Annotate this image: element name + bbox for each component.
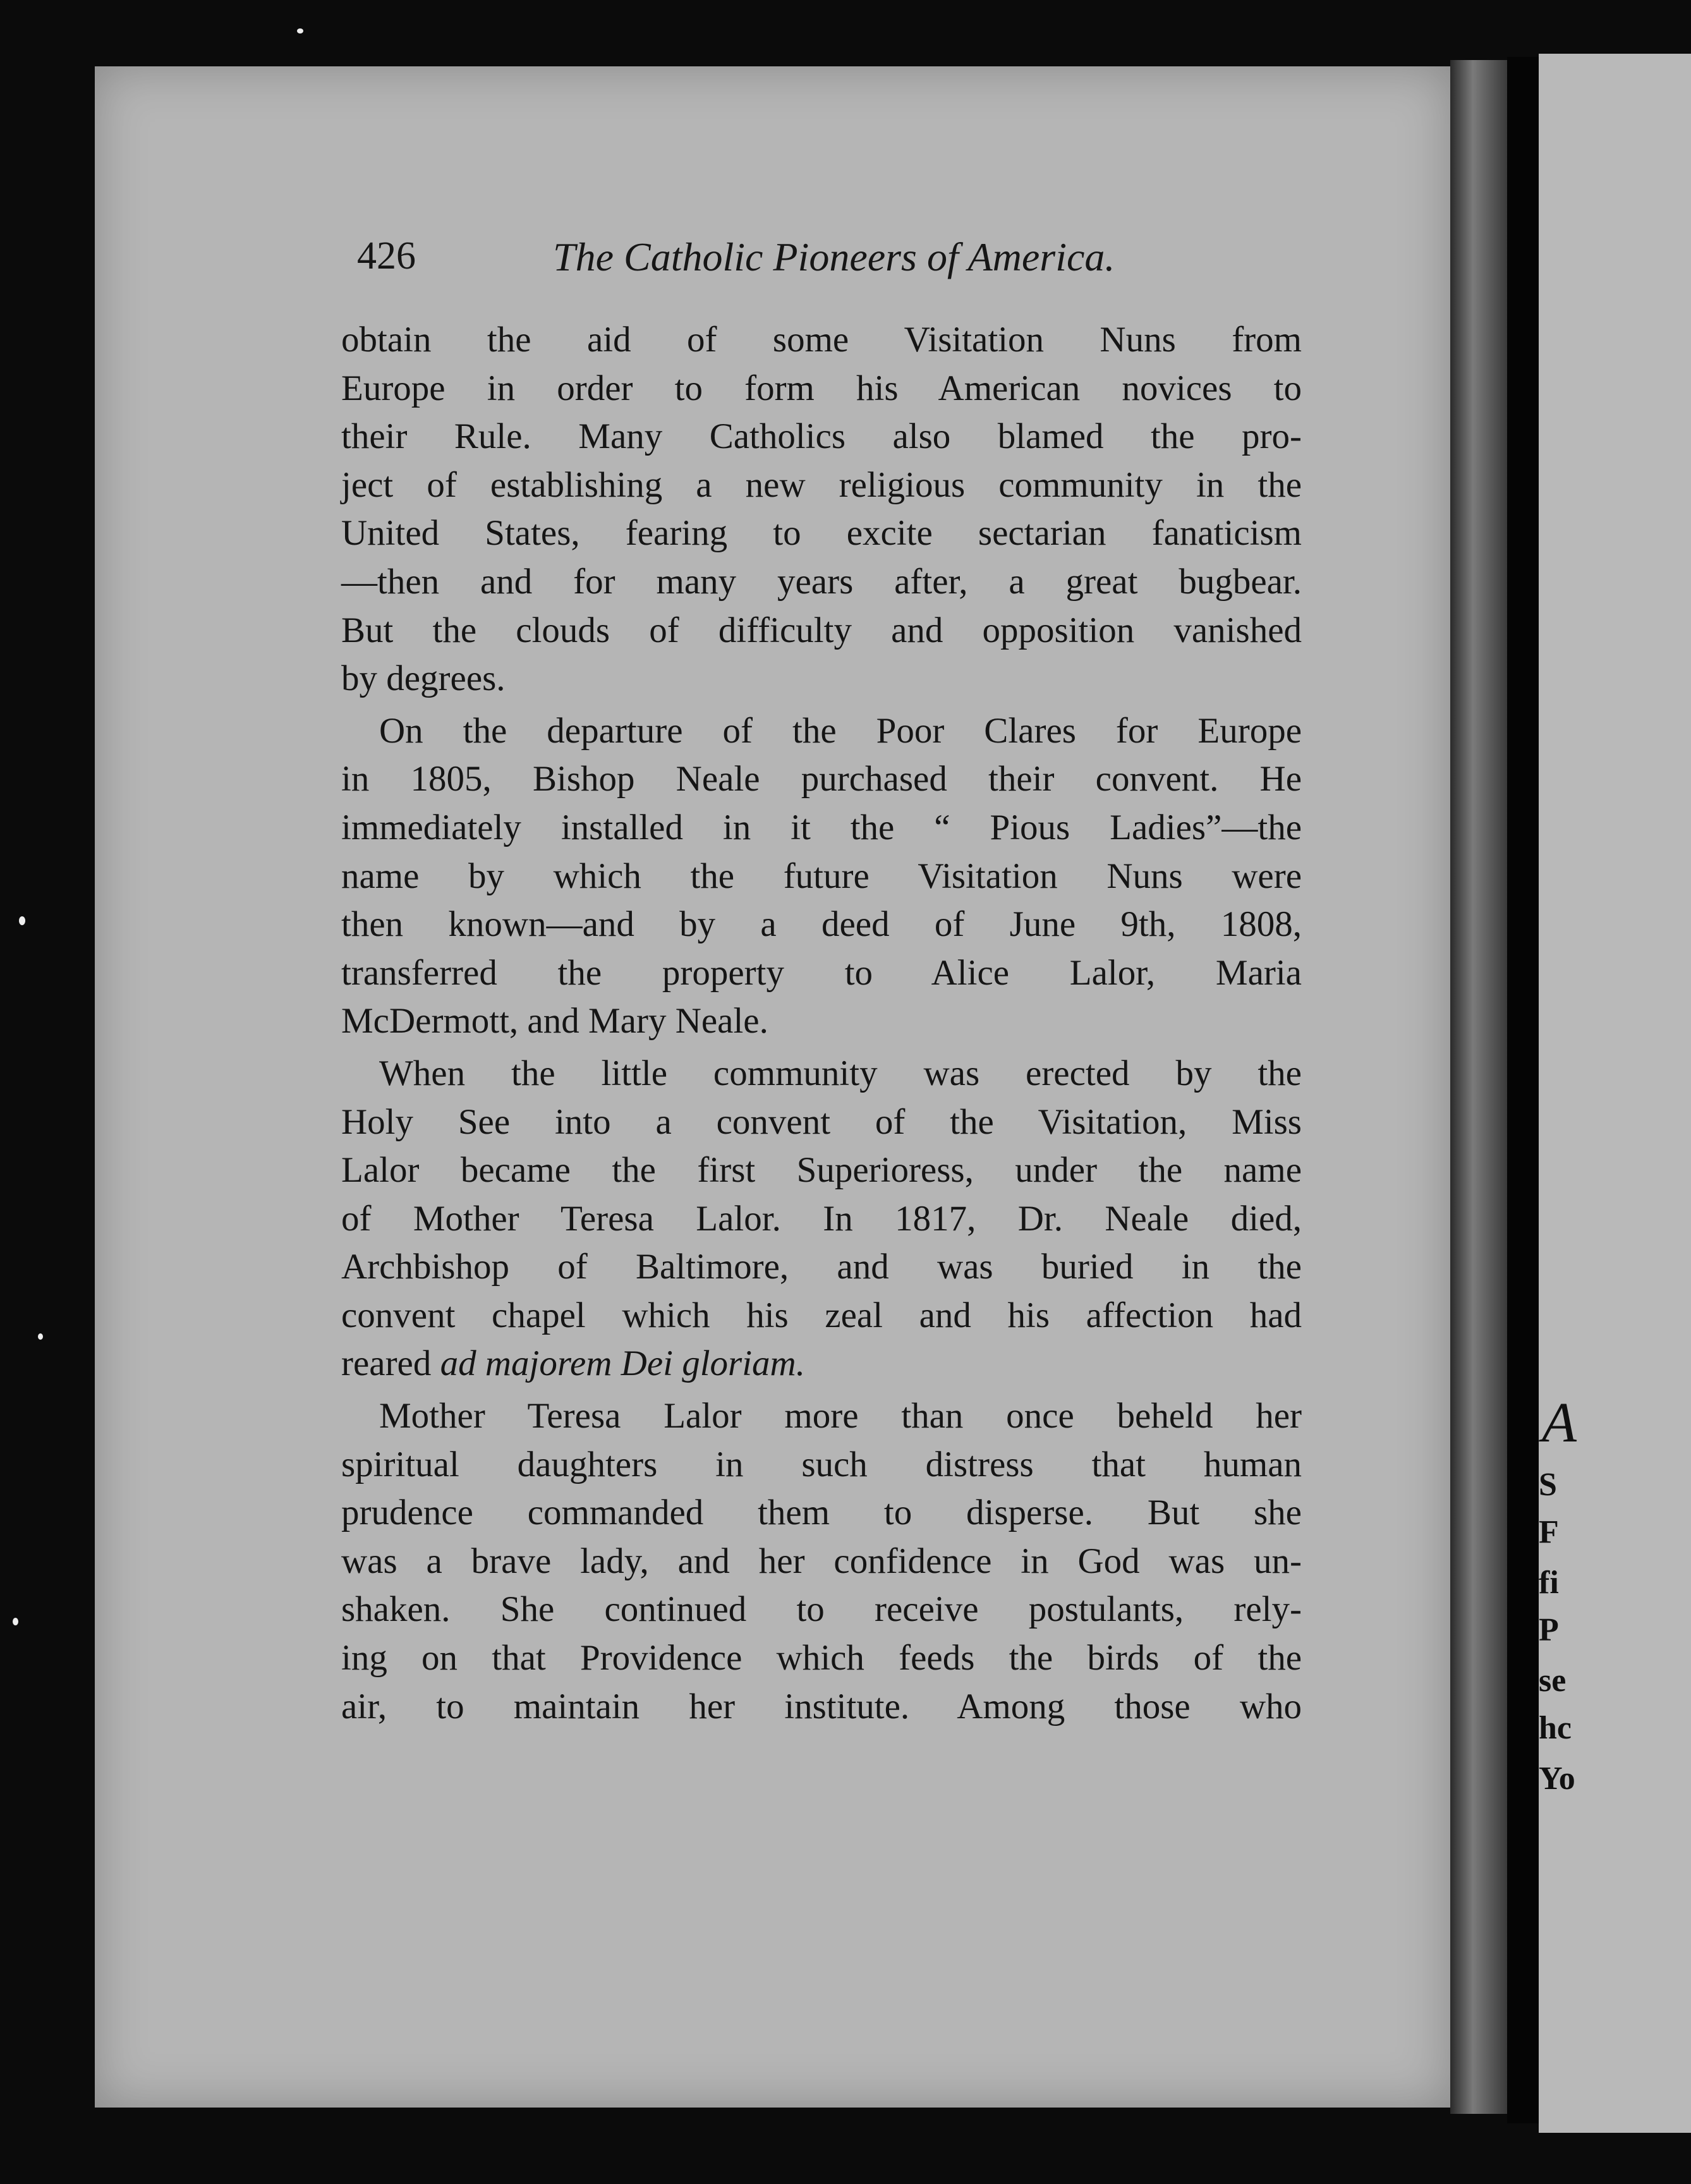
text-line: McDermott, and Mary Neale. xyxy=(341,1001,768,1041)
adjacent-page-fragment: P xyxy=(1539,1612,1559,1648)
text-line: Mother Teresa Lalor more than once beheld her xyxy=(379,1396,1302,1436)
film-speck xyxy=(13,1618,18,1625)
text-line: Holy See into a convent of the Visitation, Miss xyxy=(341,1101,1302,1142)
paragraph xyxy=(341,1050,1302,1388)
film-speck xyxy=(38,1333,43,1340)
text-line xyxy=(341,1340,1302,1388)
text-line: Lalor became the first Superioress, under the name xyxy=(341,1150,1302,1191)
text-line: —then and for many years after, a great bugbear. xyxy=(341,561,1302,602)
adjacent-page-fragment: Yo xyxy=(1539,1761,1575,1797)
paragraph xyxy=(341,1392,1302,1731)
text-line: Archbishop of Baltimore, and was buried in the xyxy=(341,1247,1302,1287)
text-line: prudence commanded them to disperse. But she xyxy=(341,1493,1302,1533)
running-title: The Catholic Pioneers of America. xyxy=(553,234,1115,279)
page-header xyxy=(357,234,1153,297)
adjacent-page-fragment: A xyxy=(1542,1392,1577,1454)
film-speck xyxy=(19,916,25,925)
text-line: air, to maintain her institute. Among those who xyxy=(341,1686,1302,1726)
book-spine xyxy=(1507,57,1539,2123)
text-line: spiritual daughters in such distress that human xyxy=(341,1444,1302,1484)
page-number: 426 xyxy=(357,234,416,277)
text-line: was a brave lady, and her confidence in God was un- xyxy=(341,1541,1302,1581)
text-line: When the little community was erected by the xyxy=(379,1053,1302,1093)
adjacent-page-fragment: se xyxy=(1539,1663,1567,1699)
text-line: in 1805, Bishop Neale purchased their convent. He xyxy=(341,759,1302,799)
text-line: On the departure of the Poor Clares for Europe xyxy=(379,710,1302,751)
text-line: Europe in order to form his American novices to xyxy=(341,368,1302,408)
text-line: United States, fearing to excite sectarian fanaticism xyxy=(341,513,1302,554)
latin-phrase: ad majorem Dei gloriam. xyxy=(440,1344,805,1384)
text-line: convent chapel which his zeal and his affection had xyxy=(341,1295,1302,1335)
adjacent-page-fragment: fi xyxy=(1539,1565,1559,1601)
text-line: of Mother Teresa Lalor. In 1817, Dr. Neale died, xyxy=(341,1198,1302,1239)
page-edge xyxy=(1450,60,1507,2114)
adjacent-page-fragment: hc xyxy=(1539,1710,1572,1746)
adjacent-page xyxy=(1539,54,1691,2133)
paragraph xyxy=(341,707,1302,1046)
paragraph xyxy=(341,316,1302,703)
film-speck xyxy=(297,28,303,33)
text-line: by degrees. xyxy=(341,658,506,699)
text-line: shaken. She continued to receive postulants, rely- xyxy=(341,1589,1302,1630)
text-line: transferred the property to Alice Lalor, Maria xyxy=(341,952,1302,993)
text-line: name by which the future Visitation Nuns were xyxy=(341,856,1302,896)
text-line: ing on that Providence which feeds the birds of the xyxy=(341,1638,1302,1678)
text-line: then known—and by a deed of June 9th, 1808, xyxy=(341,904,1302,945)
text-line: their Rule. Many Catholics also blamed the pro- xyxy=(341,416,1302,457)
text-line: ject of establishing a new religious community in the xyxy=(341,464,1302,505)
text-line: obtain the aid of some Visitation Nuns from xyxy=(341,320,1302,360)
adjacent-page-fragment: F xyxy=(1539,1514,1559,1550)
text-line: But the clouds of difficulty and opposition vanished xyxy=(341,610,1302,650)
adjacent-page-fragment: S xyxy=(1539,1467,1557,1503)
page-body xyxy=(341,316,1302,1735)
line-prefix: reared xyxy=(341,1344,440,1384)
text-line: immediately installed in it the “ Pious Ladies”—the xyxy=(341,807,1302,847)
